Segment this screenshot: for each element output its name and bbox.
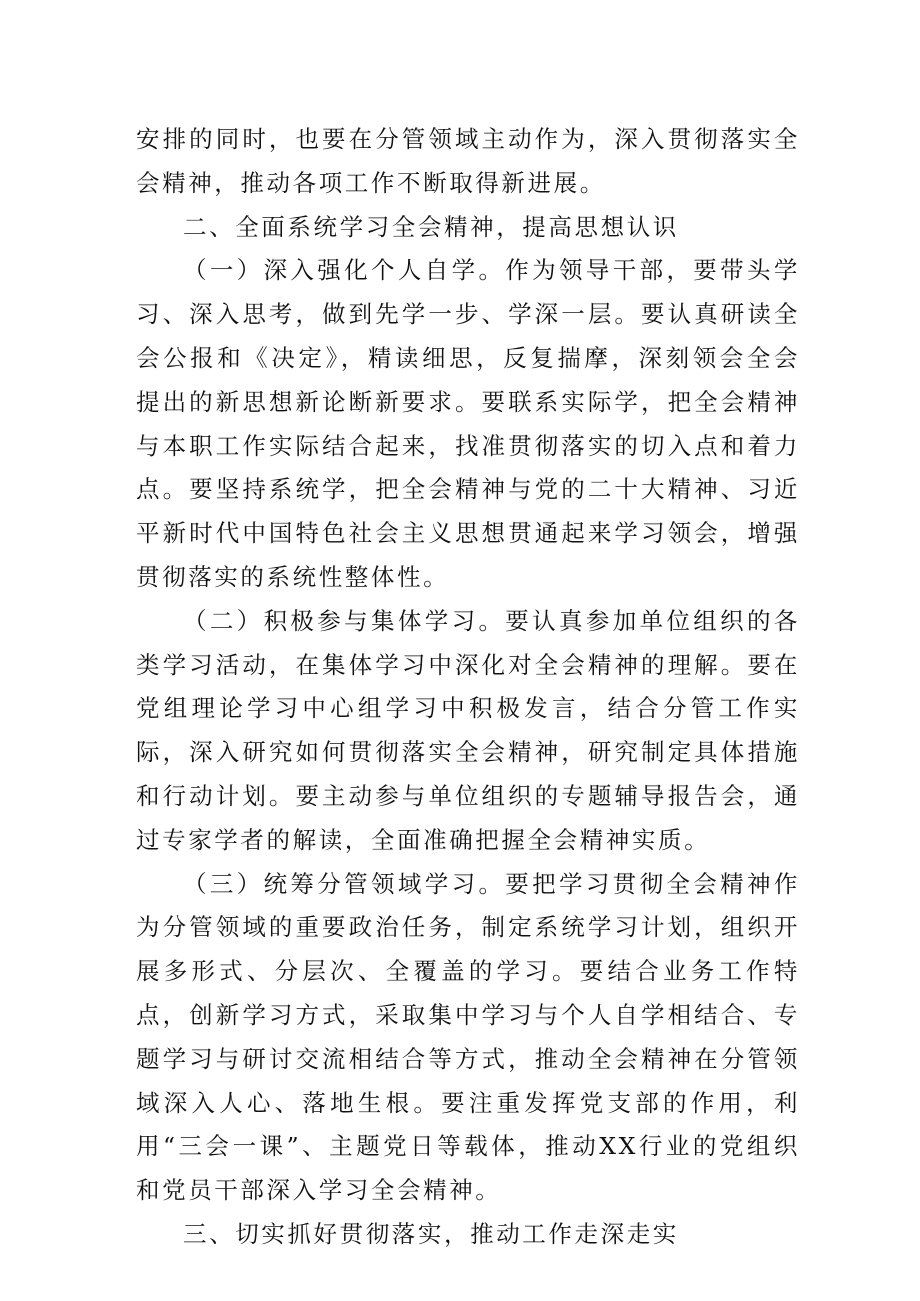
paragraph-continuation: 安排的同时，也要在分管领域主动作为，深入贯彻落实全会精神，推动各项工作不断取得新进展。 [136, 125, 800, 197]
paragraph-group-study: （二）积极参与集体学习。要认真参加单位组织的各类学习活动，在集体学习中深化对全会精神的理解。要在党组理论学习中心组学习中积极发言，结合分管工作实际，深入研究如何贯彻落实全会精神，研究制定具体措施和行动计划。要主动参与单位组织的专题辅导报告会，通过专家学者的解读，全面准确把握全会精神实质。 [136, 606, 800, 854]
document-body [136, 118, 800, 1257]
section-heading-3: 三、切实抓好贯彻落实，推动工作走深走实 [183, 1219, 679, 1248]
section-heading-2: 二、全面系统学习全会精神，提高思想认识 [183, 212, 679, 241]
paragraph-domain-study: （三）统筹分管领域学习。要把学习贯彻全会精神作为分管领域的重要政治任务，制定系统学习计划，组织开展多形式、分层次、全覆盖的学习。要结合业务工作特点，创新学习方式，采取集中学习与个人自学相结合、专题学习与研讨交流相结合等方式，推动全会精神在分管领域深入人心、落地生根。要注重发挥党支部的作用，利用“三会一课”、主题党日等载体，推动XX行业的党组织和党员干部深入学习全会精神。 [136, 869, 800, 1205]
paragraph-self-study: （一）深入强化个人自学。作为领导干部，要带头学习、深入思考，做到先学一步、学深一层。要认真研读全会公报和《决定》，精读细思，反复揣摩，深刻领会全会提出的新思想新论断新要求。要联系实际学，把全会精神与本职工作实际结合起来，找准贯彻落实的切入点和着力点。要坚持系统学，把全会精神与党的二十大精神、习近平新时代中国特色社会主义思想贯通起来学习领会，增强贯彻落实的系统性整体性。 [136, 256, 800, 591]
